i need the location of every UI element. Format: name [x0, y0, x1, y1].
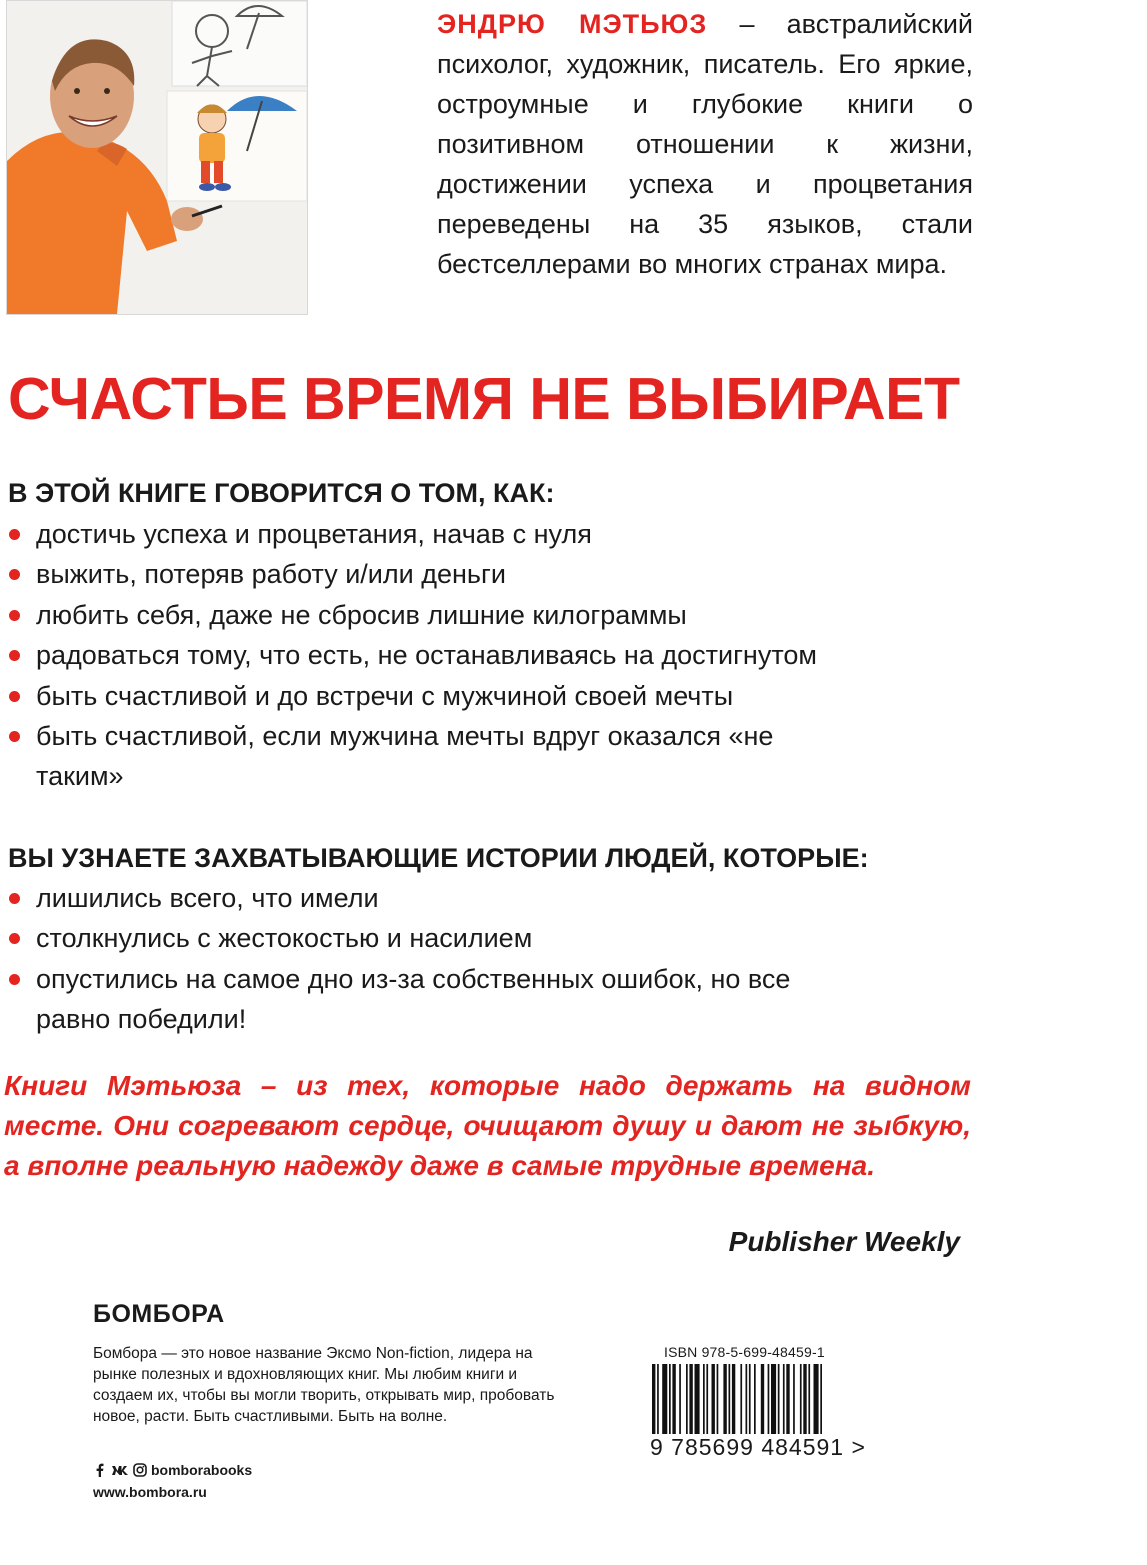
section2-heading: ВЫ УЗНАЕТЕ ЗАХВАТЫВАЮЩИЕ ИСТОРИИ ЛЮДЕЙ, КОТОРЫЕ:: [8, 843, 869, 873]
barcode-number: 9 785699 484591 >: [650, 1434, 866, 1460]
list-item: лишились всего, что имели: [8, 878, 836, 918]
website-link[interactable]: www.bombora.ru: [93, 1484, 207, 1500]
section1-heading: В ЭТОЙ КНИГЕ ГОВОРИТСЯ О ТОМ, КАК:: [8, 478, 555, 508]
list-item: любить себя, даже не сбросив лишние килограммы: [8, 595, 866, 635]
author-bio-text: – австралийский психолог, художник, писатель. Его яркие, остроумные и глубокие книги о позитивном отношении к жизни, достижении успеха и процветания переведены на 35 языков, стали бестселлерами во многих странах мира.: [437, 9, 973, 279]
social-links: [93, 1462, 252, 1478]
author-photo: [6, 0, 308, 315]
quote-source: Publisher Weekly: [728, 1226, 960, 1257]
publisher-logo: БОМБОРА: [93, 1300, 225, 1328]
list-item: опустились на самое дно из-за собственных ошибок, но все равно победили!: [8, 959, 836, 1040]
vk-icon[interactable]: [111, 1463, 129, 1477]
publisher-description: Бомбора — это новое название Эксмо Non-fiction, лидера на рынке полезных и вдохновляющих книг. Мы любим книги и создаем их, чтобы вы могли творить, открывать мир, пробовать новое, расти. Быть счастливыми. Быть на волне.: [93, 1345, 555, 1425]
section1-list: [8, 514, 866, 797]
list-item: столкнулись с жестокостью и насилием: [8, 918, 836, 958]
isbn: ISBN 978-5-699-48459-1: [664, 1344, 825, 1360]
list-item: достичь успеха и процветания, начав с нуля: [8, 514, 866, 554]
social-handle[interactable]: bomborabooks: [151, 1462, 253, 1478]
quote-text: Книги Мэтьюза – из тех, которые надо держать на видном месте. Они согревают сердце, очищают душу и дают не зыбкую, а вполне реальную надежду даже в самые трудные времена.: [4, 1070, 971, 1181]
list-item: быть счастливой и до встречи с мужчиной своей мечты: [8, 676, 866, 716]
section2-list: [8, 878, 836, 1040]
list-item: выжить, потеряв работу и/или деньги: [8, 554, 866, 594]
list-item: быть счастливой, если мужчина мечты вдруг оказался «не таким»: [8, 716, 866, 797]
facebook-icon[interactable]: [93, 1463, 107, 1477]
author-name: ЭНДРЮ МЭТЬЮЗ: [437, 9, 708, 39]
author-bio: [437, 4, 973, 284]
instagram-icon[interactable]: [133, 1463, 147, 1477]
book-title: СЧАСТЬЕ ВРЕМЯ НЕ ВЫБИРАЕТ: [8, 366, 960, 432]
list-item: радоваться тому, что есть, не останавливаясь на достигнутом: [8, 635, 866, 675]
